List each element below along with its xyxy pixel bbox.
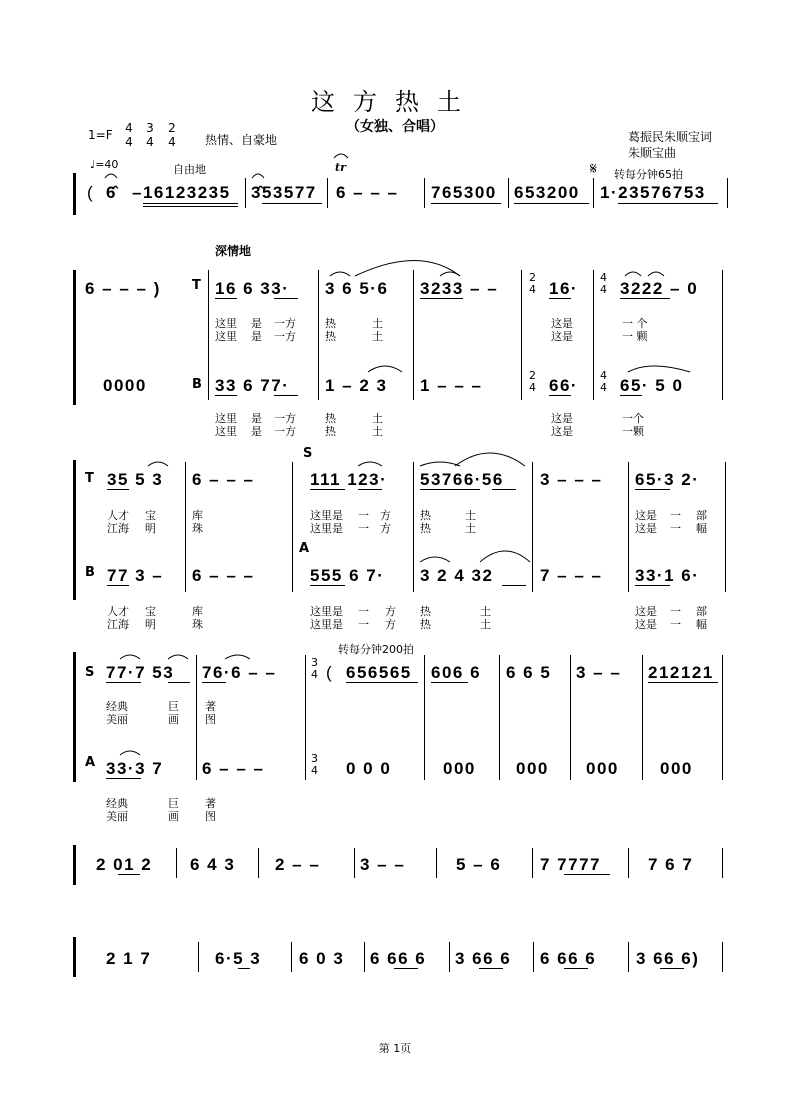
- s1-note-7: 1·23576753: [600, 183, 706, 202]
- s2-b-m3: 1 – – –: [420, 376, 483, 395]
- time-sig-4-4: 4 4: [600, 271, 607, 296]
- slur: [648, 272, 664, 276]
- lyric: 部: [696, 509, 707, 522]
- part-label-t: T: [85, 471, 94, 486]
- tempo-mark: ♩=40: [90, 158, 119, 171]
- part-label-s: S: [85, 665, 95, 680]
- slur: [625, 272, 641, 276]
- s5-m3: 2 – –: [275, 855, 321, 874]
- trill-icon: tr: [335, 161, 346, 174]
- lyric: 热: [325, 412, 336, 425]
- s3-b-m1: 77 3 –: [107, 566, 164, 585]
- s4-a-m7: 000: [660, 759, 693, 778]
- s5-m4: 3 – –: [360, 855, 406, 874]
- lyric: 一方: [274, 425, 296, 438]
- s4-s-m2: 76·6 – –: [202, 663, 277, 682]
- lyric: 热: [325, 425, 336, 438]
- song-subtitle: （女独、合唱）: [346, 119, 444, 135]
- s6-m2: 6·5 3: [215, 949, 262, 968]
- lyric: 热: [325, 317, 336, 330]
- s4-s-m5: 6 6 5: [506, 663, 552, 682]
- s2-b-m1: 33 6 77·: [215, 376, 290, 395]
- lyric: 这里: [215, 330, 237, 343]
- lyric: 明: [145, 618, 156, 631]
- lyric: 是: [251, 412, 262, 425]
- lyric: 方: [385, 618, 396, 631]
- lyric: 这里是: [310, 605, 343, 618]
- lyric: 一 个: [622, 317, 648, 330]
- s1-note-5: 765300: [431, 183, 497, 202]
- slur: [148, 462, 168, 466]
- key-signature: 1=F: [88, 128, 113, 142]
- lyric: 土: [480, 618, 491, 631]
- lyric: 方: [380, 522, 391, 535]
- s4-a-m1: 33·3 7: [106, 759, 164, 778]
- time-sig-4-4: 4 4: [125, 121, 133, 149]
- lyric: 人才: [107, 509, 129, 522]
- slur: [420, 557, 450, 562]
- lyric: 一: [358, 605, 369, 618]
- open-paren: (: [326, 663, 334, 682]
- part-label-a: A: [85, 755, 96, 770]
- time-sig-2-4: 2 4: [529, 271, 536, 296]
- s6-m1: 2 1 7: [106, 949, 152, 968]
- s1-note-6: 653200: [514, 183, 580, 202]
- lyric: 这里是: [310, 509, 343, 522]
- slur: [330, 272, 350, 276]
- lyric: 热: [420, 618, 431, 631]
- lyric: 美丽: [106, 713, 128, 726]
- s3-b-m5: 7 – – –: [540, 566, 603, 585]
- lyric: 这里是: [310, 522, 343, 535]
- lyric: 经典: [106, 797, 128, 810]
- lyric: 土: [372, 317, 383, 330]
- tempo-change-200: 转每分钟200拍: [338, 643, 414, 656]
- lyric: 幅: [696, 522, 707, 535]
- lyric: 这是: [551, 317, 573, 330]
- lyric: 这里是: [310, 618, 343, 631]
- lyric: 经典: [106, 700, 128, 713]
- lyric: 一: [670, 618, 681, 631]
- time-sig-3-4: 3 4: [311, 656, 318, 681]
- lyric: 宝: [145, 509, 156, 522]
- s1-note-4: 6 – – –: [336, 183, 399, 202]
- lyricist-credit: 葛振民朱顺宝词: [628, 130, 713, 144]
- lyric: 方: [380, 509, 391, 522]
- s2-b-m2: 1 – 2 3: [325, 376, 388, 395]
- s2-t-m1: 16 6 33·: [215, 279, 290, 298]
- s2-t-m3: 3233 – –: [420, 279, 499, 298]
- s2-b-m5: 65· 5 0: [620, 376, 684, 395]
- s3-t-m6: 65·3 2·: [635, 470, 700, 489]
- lyric: 一 颗: [622, 330, 648, 343]
- tempo-change-65: 转每分钟65拍: [614, 168, 683, 181]
- lyric: 江海: [107, 618, 129, 631]
- s4-s-m1: 77·7 53: [106, 663, 175, 682]
- lyric: 一方: [274, 317, 296, 330]
- lyric: 一: [670, 522, 681, 535]
- lyric: 著: [205, 797, 216, 810]
- lyric: 一: [358, 509, 369, 522]
- lyric: 江海: [107, 522, 129, 535]
- part-label-a: A: [299, 541, 310, 556]
- lyric: 一方: [274, 330, 296, 343]
- s3-t-m1: 35 5 3: [107, 470, 164, 489]
- lyric: 巨: [168, 797, 179, 810]
- segno-icon: 𝄋: [590, 159, 597, 178]
- s3-b-m2: 6 – – –: [192, 566, 255, 585]
- expression-deep: 深情地: [215, 244, 252, 258]
- lyric: 土: [465, 509, 476, 522]
- s4-s-m7: 212121: [648, 663, 714, 682]
- lyric: 这是: [551, 425, 573, 438]
- s2-t-m5: 3222 – 0: [620, 279, 699, 298]
- lyric: 土: [465, 522, 476, 535]
- lyric: 珠: [192, 522, 203, 535]
- s3-t-m4: 53766·56: [420, 470, 504, 489]
- s3-t-m3: 111 123·: [310, 470, 388, 489]
- lyric: 土: [372, 412, 383, 425]
- s1-note-2: –16123235: [132, 183, 231, 202]
- lyric: 画: [168, 810, 179, 823]
- lyric: 一方: [274, 412, 296, 425]
- s3-b-m3: 555 6 7·: [310, 566, 385, 585]
- s4-a-m5: 000: [516, 759, 549, 778]
- part-label-b: B: [85, 565, 95, 580]
- fermata-arc: [105, 174, 117, 178]
- lyric: 一: [670, 509, 681, 522]
- s1-note-1: 6̂: [106, 183, 117, 202]
- s4-a-m3: 0 0 0: [346, 759, 392, 778]
- s6-m5: 3 66 6: [455, 949, 512, 968]
- s2-rest: 0000: [103, 376, 147, 395]
- s3-b-m4: 3 2 4 32: [420, 566, 494, 585]
- s2-t-m2: 3 6 5·6: [325, 279, 389, 298]
- lyric: 土: [480, 605, 491, 618]
- lyric: 人才: [107, 605, 129, 618]
- fermata-arc: [334, 154, 348, 158]
- slur: [358, 462, 382, 466]
- lyric: 部: [696, 605, 707, 618]
- lyric: 土: [372, 330, 383, 343]
- lyric: 图: [205, 713, 216, 726]
- part-label-b: B: [192, 377, 202, 392]
- lyric: 热: [420, 605, 431, 618]
- part-label-t: T: [192, 278, 201, 293]
- lyric: 一: [358, 618, 369, 631]
- time-sig-2-4: 2 4: [168, 121, 176, 149]
- s3-t-m5: 3 – – –: [540, 470, 603, 489]
- s4-a-m4: 000: [443, 759, 476, 778]
- time-sig-3-4: 3 4: [311, 752, 318, 777]
- s1-note-3: 3̂53577: [251, 183, 317, 202]
- lyric: 方: [385, 605, 396, 618]
- slur: [120, 655, 140, 659]
- lyric: 宝: [145, 605, 156, 618]
- slur: [420, 462, 460, 466]
- s4-a-m6: 000: [586, 759, 619, 778]
- lyric: 是: [251, 425, 262, 438]
- free-tempo-mark: 自由地: [173, 163, 206, 176]
- s2-intro: 6 – – – ): [85, 279, 161, 298]
- s4-s-m4: 606 6: [431, 663, 482, 682]
- lyric: 这里: [215, 317, 237, 330]
- open-paren: (: [87, 183, 95, 202]
- slur: [628, 366, 690, 372]
- s3-b-m6: 33·1 6·: [635, 566, 700, 585]
- lyric: 著: [205, 700, 216, 713]
- lyric: 一个: [622, 412, 644, 425]
- lyric: 热: [420, 509, 431, 522]
- lyric: 这是: [551, 412, 573, 425]
- lyric: 这里: [215, 412, 237, 425]
- lyric: 库: [192, 605, 203, 618]
- lyric: 画: [168, 713, 179, 726]
- lyric: 土: [372, 425, 383, 438]
- lyric: 巨: [168, 700, 179, 713]
- slur: [225, 655, 250, 659]
- s6-m6: 6 66 6: [540, 949, 597, 968]
- lyric: 美丽: [106, 810, 128, 823]
- expression-marking: 热情、自豪地: [205, 133, 278, 147]
- s6-m7: 3 66 6): [636, 949, 700, 968]
- slur: [480, 551, 530, 562]
- s4-s-m6: 3 – –: [576, 663, 622, 682]
- s4-a-m2: 6 – – –: [202, 759, 265, 778]
- s6-m4: 6 66 6: [370, 949, 427, 968]
- slur: [440, 272, 460, 276]
- s6-m3: 6 0 3: [299, 949, 345, 968]
- lyric: 是: [251, 330, 262, 343]
- lyric: 是: [251, 317, 262, 330]
- lyric: 一: [670, 605, 681, 618]
- s3-t-m2: 6 – – –: [192, 470, 255, 489]
- lyric: 珠: [192, 618, 203, 631]
- slur: [455, 453, 525, 466]
- s5-m1: 2 01 2: [96, 855, 153, 874]
- part-label-s: S: [303, 446, 313, 461]
- lyric: 一颗: [622, 425, 644, 438]
- slur: [168, 655, 188, 659]
- lyric: 库: [192, 509, 203, 522]
- lyric: 一: [358, 522, 369, 535]
- s4-s-m3: 656565: [346, 663, 412, 682]
- s2-b-m4: 66·: [549, 376, 579, 395]
- lyric: 这是: [635, 509, 657, 522]
- s5-m7: 7 6 7: [648, 855, 694, 874]
- time-sig-2-4: 2 4: [529, 369, 536, 394]
- fermata-arc: [252, 174, 264, 178]
- s5-m6: 7 7777: [540, 855, 601, 874]
- s5-m2: 6 4 3: [190, 855, 236, 874]
- composer-credit: 朱顺宝曲: [628, 146, 677, 160]
- lyric: 这是: [635, 522, 657, 535]
- lyric: 这是: [635, 618, 657, 631]
- lyric: 这是: [635, 605, 657, 618]
- slur: [368, 366, 402, 372]
- lyric: 这里: [215, 425, 237, 438]
- s2-t-m4: 16·: [549, 279, 579, 298]
- time-sig-3-4: 3 4: [146, 121, 154, 149]
- lyric: 热: [420, 522, 431, 535]
- lyric: 幅: [696, 618, 707, 631]
- lyric: 图: [205, 810, 216, 823]
- page-number: 第 1页: [378, 1042, 412, 1055]
- time-sig-4-4: 4 4: [600, 369, 607, 394]
- lyric: 这是: [551, 330, 573, 343]
- lyric: 热: [325, 330, 336, 343]
- lyric: 明: [145, 522, 156, 535]
- slur: [120, 751, 140, 755]
- song-title: 这方热土: [311, 88, 479, 116]
- s5-m5: 5 – 6: [456, 855, 502, 874]
